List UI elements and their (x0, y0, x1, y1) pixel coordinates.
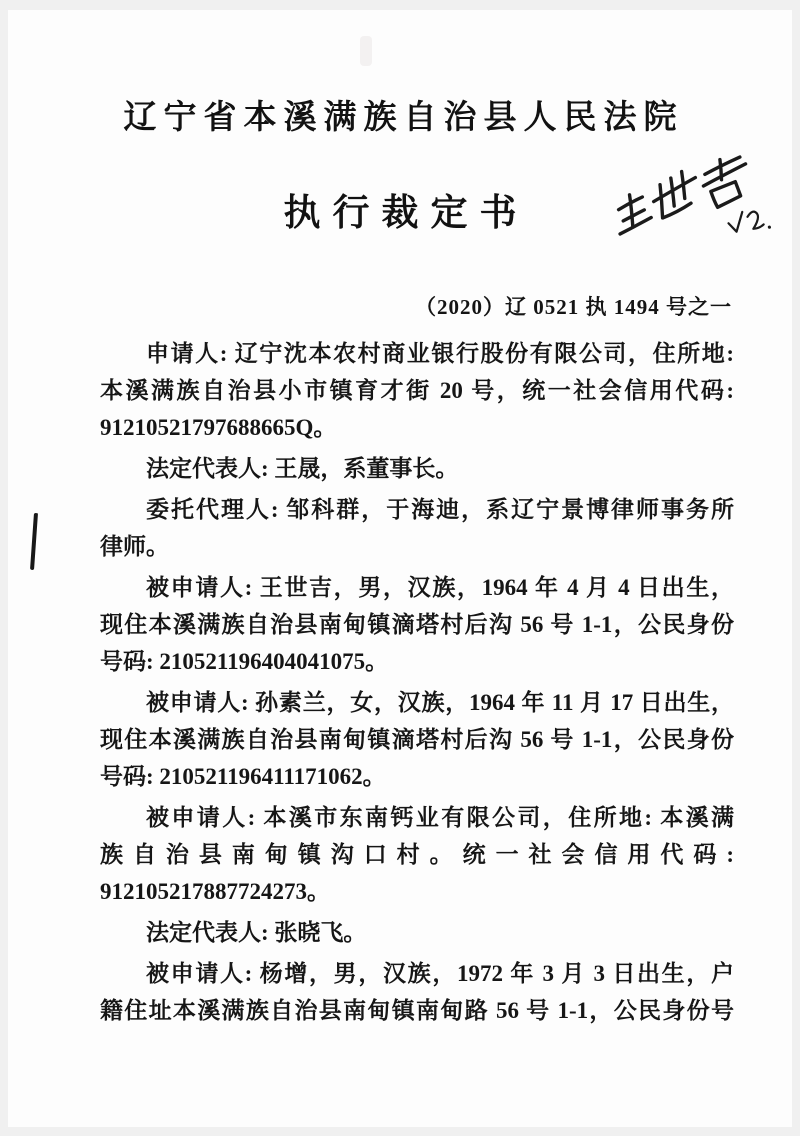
document-line: 被申请人: 王世吉，男，汉族，1964 年 4 月 4 日出生， (146, 575, 734, 600)
signature-handwriting-icon (600, 145, 777, 271)
document-line: 被申请人: 本溪市东南钙业有限公司，住所地: 本溪满 (146, 805, 734, 830)
document-line: 族自治县南甸镇沟口村。统一社会信用代码: (100, 842, 734, 867)
document-line: 申请人: 辽宁沈本农村商业银行股份有限公司，住所地: (146, 341, 734, 366)
document-line: 法定代表人: 王晟，系董事长。 (146, 456, 459, 481)
document-line: 91210521797688665Q。 (100, 415, 337, 440)
document-line: 现住本溪满族自治县南甸镇滴塔村后沟 56 号 1-1，公民身份 (100, 612, 734, 637)
document-line: 法定代表人: 张晓飞。 (146, 920, 367, 945)
pen-mark (30, 513, 38, 570)
document-line: 号码: 210521196411171062。 (100, 764, 386, 789)
document-line: 现住本溪满族自治县南甸镇滴塔村后沟 56 号 1-1，公民身份 (100, 727, 734, 752)
document-line: 律师。 (100, 534, 169, 559)
document-line: 912105217887724273。 (100, 879, 330, 904)
scan-artifact (360, 36, 372, 66)
document-line: 号码: 210521196404041075。 (100, 649, 389, 674)
document-line: 被申请人: 杨增，男，汉族，1972 年 3 月 3 日出生，户 (146, 961, 734, 986)
document-page (8, 10, 792, 1127)
case-number: （2020）辽 0521 执 1494 号之一 (415, 295, 732, 319)
court-name: 辽宁省本溪满族自治县人民法院 (123, 100, 684, 136)
document-body (100, 335, 734, 1029)
document-line: 籍住址本溪满族自治县南甸镇南甸路 56 号 1-1，公民身份号 (100, 998, 734, 1023)
document-title: 执行裁定书 (283, 193, 529, 234)
document-line: 本溪满族自治县小市镇育才街 20 号，统一社会信用代码: (100, 378, 734, 403)
document-line: 委托代理人: 邹科群，于海迪，系辽宁景博律师事务所 (146, 497, 734, 522)
document-line: 被申请人: 孙素兰，女，汉族，1964 年 11 月 17 日出生， (146, 690, 734, 715)
